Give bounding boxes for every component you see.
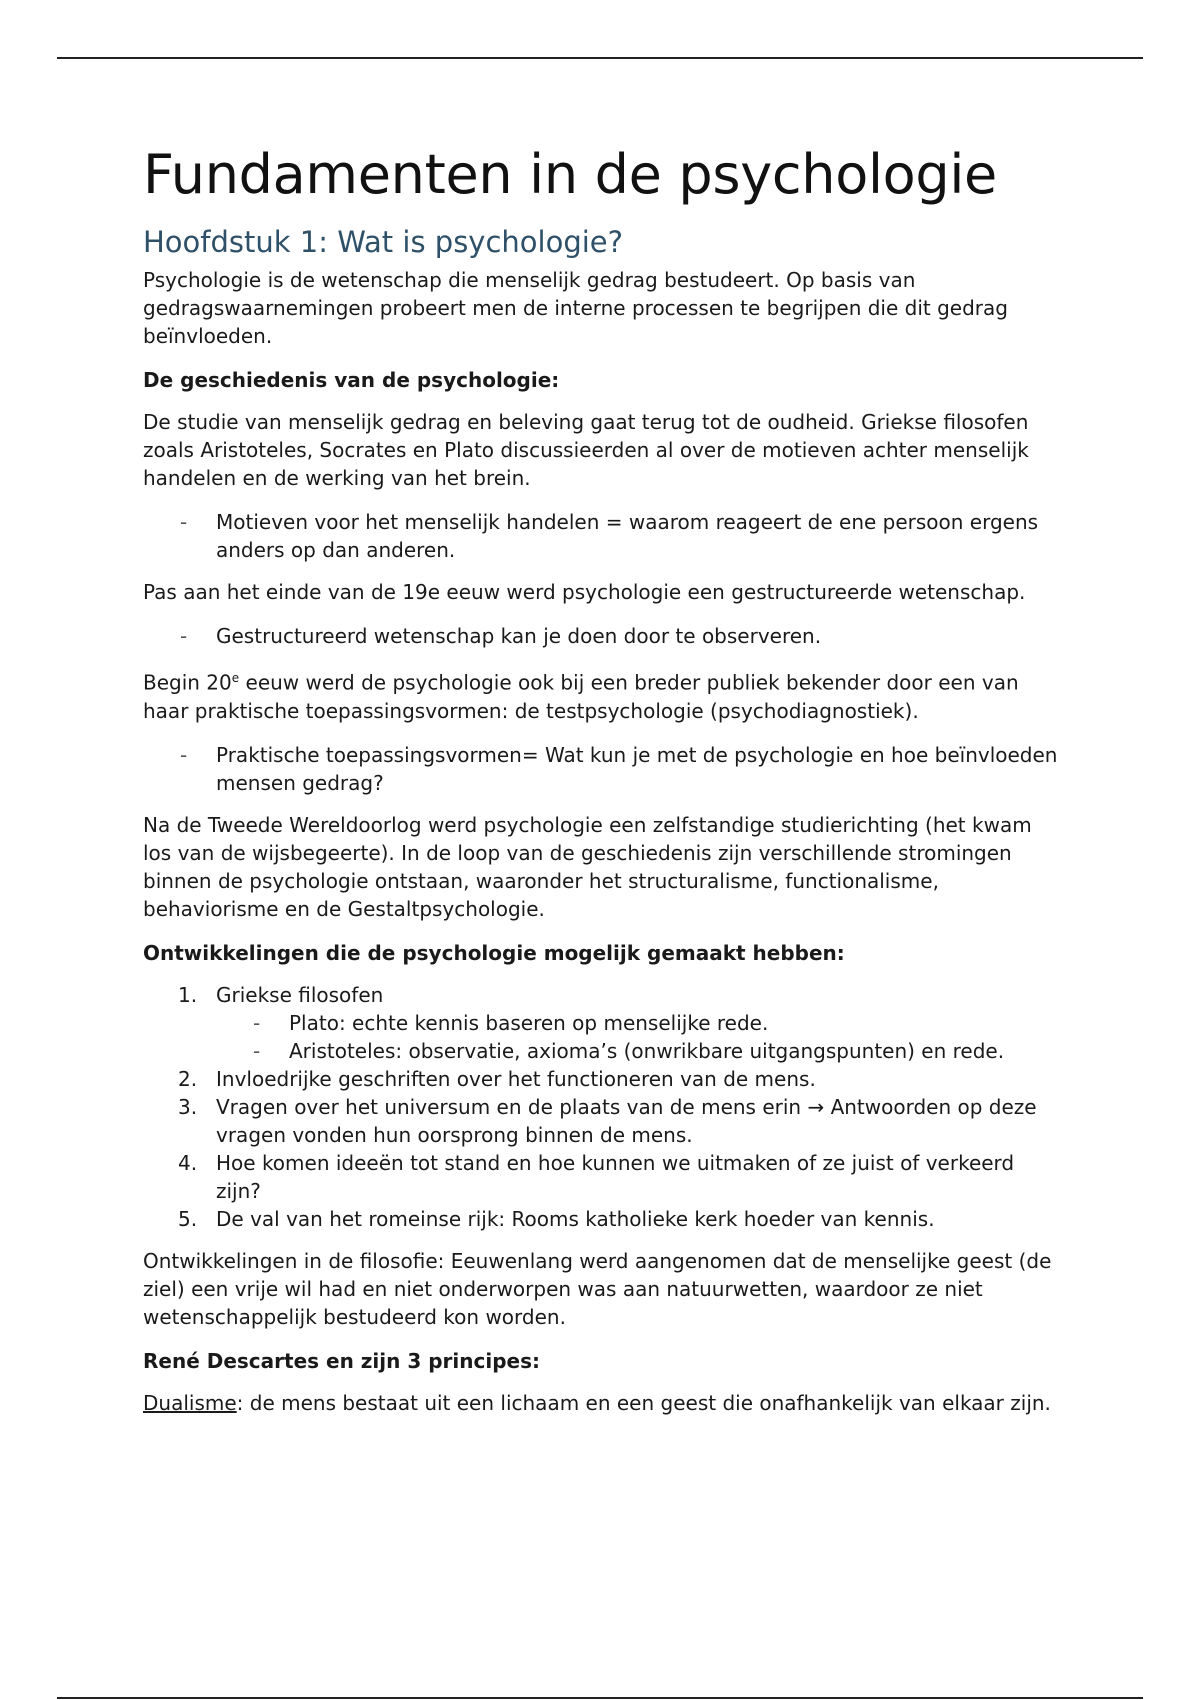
philosophy-paragraph: Ontwikkelingen in de filosofie: Eeuwenlang werd aangenomen dat de menselijke geest (de ziel) een vrije wil had en niet onderworpen was aan natuurwetten, waardoor ze niet wetenschappelijk bestudeerd kon worden. [143, 1248, 1052, 1329]
dualism-definition: : de mens bestaat uit een lichaam en een geest die onafhankelijk van elkaar zijn. [236, 1390, 1051, 1415]
dualism-paragraph [143, 1389, 1063, 1417]
history-paragraph-3 [143, 664, 1063, 725]
list-number: 3. [178, 1094, 198, 1119]
list-item-text: De val van het romeinse rijk: Rooms katholieke kerk hoeder van kennis. [216, 1206, 935, 1231]
sub-list-item: - Plato: echte kennis baseren op menselijke rede. [216, 1009, 1063, 1037]
text-run: Begin 20 [143, 670, 232, 695]
header-rule [57, 57, 1143, 59]
history-heading: De geschiedenis van de psychologie: [143, 368, 560, 392]
list-item [143, 981, 1063, 1065]
sub-list-item: - Aristoteles: observatie, axioma’s (onwrikbare uitgangspunten) en rede. [216, 1037, 1063, 1065]
history-bullet-list-1 [143, 508, 1063, 564]
list-item-text: Vragen over het universum en de plaats van de mens erin → Antwoorden op deze vragen vonden hun oorsprong binnen de mens. [216, 1094, 1037, 1147]
list-item-text: Invloedrijke geschriften over het functioneren van de mens. [216, 1066, 816, 1091]
document-title: Fundamenten in de psychologie [143, 143, 997, 206]
list-item: - Gestructureerd wetenschap kan je doen door te observeren. [143, 622, 1063, 650]
descartes-heading: René Descartes en zijn 3 principes: [143, 1348, 540, 1373]
list-number: 4. [178, 1150, 198, 1175]
history-bullet-list-2 [143, 622, 1063, 650]
developments-heading: Ontwikkelingen die de psychologie mogelijk gemaakt hebben: [143, 940, 845, 965]
history-paragraph-4: Na de Tweede Wereldoorlog werd psychologie een zelfstandige studierichting (het kwam los van de wijsbegeerte). In de loop van de geschiedenis zijn verschillende stromingen binnen de psychologie ontstaan, waaronder het structuralisme, functionalisme, behaviorisme en de Gestaltpsychologie. [143, 812, 1032, 921]
list-item [143, 1065, 1063, 1093]
list-number: 1. [178, 982, 198, 1007]
document-body [143, 140, 1063, 1433]
list-number: 5. [178, 1206, 198, 1231]
list-number: 2. [178, 1066, 198, 1091]
superscript: e [231, 671, 240, 685]
list-item-text: Griekse filosofen [216, 982, 384, 1007]
text-run: eeuw werd de psychologie ook bij een breder publiek bekender door een van haar praktische toepassingsvormen: de testpsychologie (psychodiagnostiek). [143, 670, 1019, 723]
list-item [143, 1093, 1063, 1149]
history-paragraph-1: De studie van menselijk gedrag en beleving gaat terug tot de oudheid. Griekse filosofen zoals Aristoteles, Socrates en Plato discussieerden al over de motieven achter menselijk handelen en de werking van het brein. [143, 410, 1029, 490]
list-item: - Motieven voor het menselijk handelen = waarom reageert de ene persoon ergens anders op dan anderen. [143, 508, 1063, 564]
footer-rule [57, 1697, 1143, 1699]
sub-list [216, 1009, 1063, 1065]
list-item-text: Hoe komen ideeën tot stand en hoe kunnen we uitmaken of ze juist of verkeerd zijn? [216, 1150, 1015, 1203]
chapter-heading: Hoofdstuk 1: Wat is psychologie? [143, 225, 624, 259]
history-bullet-list-3 [143, 741, 1063, 797]
history-paragraph-2: Pas aan het einde van de 19e eeuw werd psychologie een gestructureerde wetenschap. [143, 580, 1026, 604]
dualism-term: Dualisme [143, 1390, 237, 1415]
list-item [143, 1205, 1063, 1233]
intro-paragraph: Psychologie is de wetenschap die menselijk gedrag bestudeert. Op basis van gedragswaarnemingen probeert men de interne processen te begrijpen die dit gedrag beïnvloeden. [143, 268, 1008, 348]
list-item [143, 1149, 1063, 1205]
list-item: - Praktische toepassingsvormen= Wat kun je met de psychologie en hoe beïnvloeden mensen gedrag? [143, 741, 1063, 797]
developments-list [143, 981, 1063, 1233]
